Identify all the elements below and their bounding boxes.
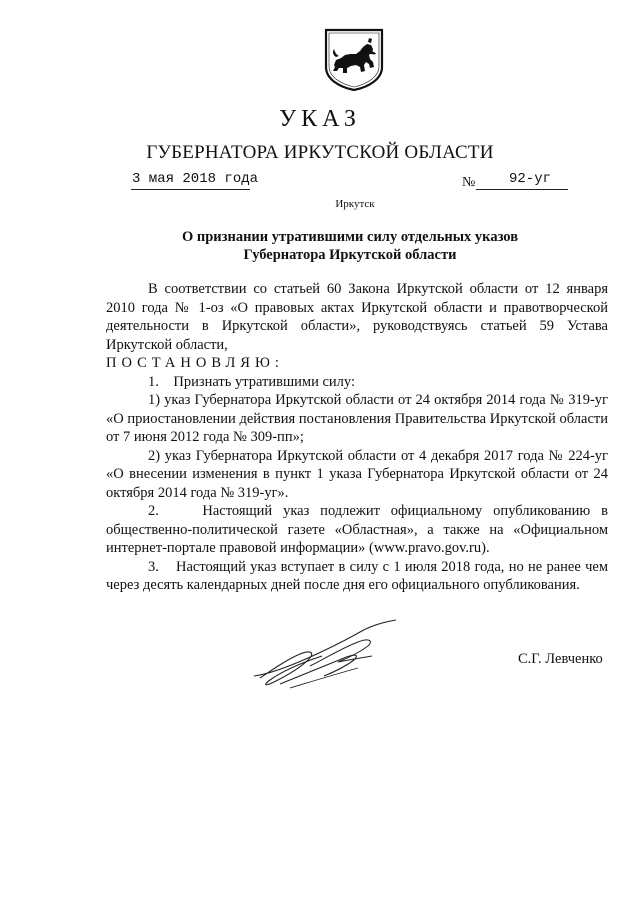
document-title: УКАЗ <box>279 106 361 132</box>
item-2: 2. Настоящий указ подлежит официальному опубликованию в общественно-политической газете «Областная», а также на «Официальном интернет-портале правовой информации» (www.pravo.gov.ru). <box>106 503 608 556</box>
document-city: Иркутск <box>335 198 375 210</box>
signature-image <box>250 618 400 694</box>
decree-word: ПОСТАНОВЛЯЮ: <box>106 355 284 371</box>
number-label: № <box>462 175 476 190</box>
item-1-subitem-1: 1) указ Губернатора Иркутской области от 24 октября 2014 года № 319-уг «О приостановлении действия постановления Правительства Иркутской области от 7 июня 2012 года № 309-пп»; <box>106 392 608 445</box>
item-1-subitem-2: 2) указ Губернатора Иркутской области от 4 декабря 2017 года № 224-уг «О внесении изменения в пункт 1 указа Губернатора Иркутской области от 24 октября 2014 года № 319-уг». <box>106 447 608 501</box>
signer-name: С.Г. Левченко <box>518 651 603 667</box>
document-body <box>106 280 608 595</box>
coat-of-arms-icon <box>323 27 385 91</box>
item-3: 3. Настоящий указ вступает в силу с 1 июля 2018 года, но не ранее чем через десять календарных дней после дня его официального опубликования. <box>106 558 608 593</box>
heading-line-2: Губернатора Иркутской области <box>243 247 457 263</box>
document-date: 3 мая 2018 года <box>132 171 259 187</box>
number-underline <box>476 189 568 190</box>
item-1: 1. Признать утратившими силу: <box>148 373 356 390</box>
document-number: 92-уг <box>509 171 552 187</box>
preamble-paragraph: В соответствии со статьей 60 Закона Иркутской области от 12 января 2010 года № 1-оз «О правовых актах Иркутской области и правотворческой деятельности в Иркутской области», руководствуясь статьей 59 Устава Иркутской области, <box>106 281 608 353</box>
heading-line-1: О признании утратившими силу отдельных указов <box>181 229 519 245</box>
date-underline <box>131 189 250 190</box>
document-heading <box>110 228 590 264</box>
document-subtitle: ГУБЕРНАТОРА ИРКУТСКОЙ ОБЛАСТИ <box>146 142 494 163</box>
